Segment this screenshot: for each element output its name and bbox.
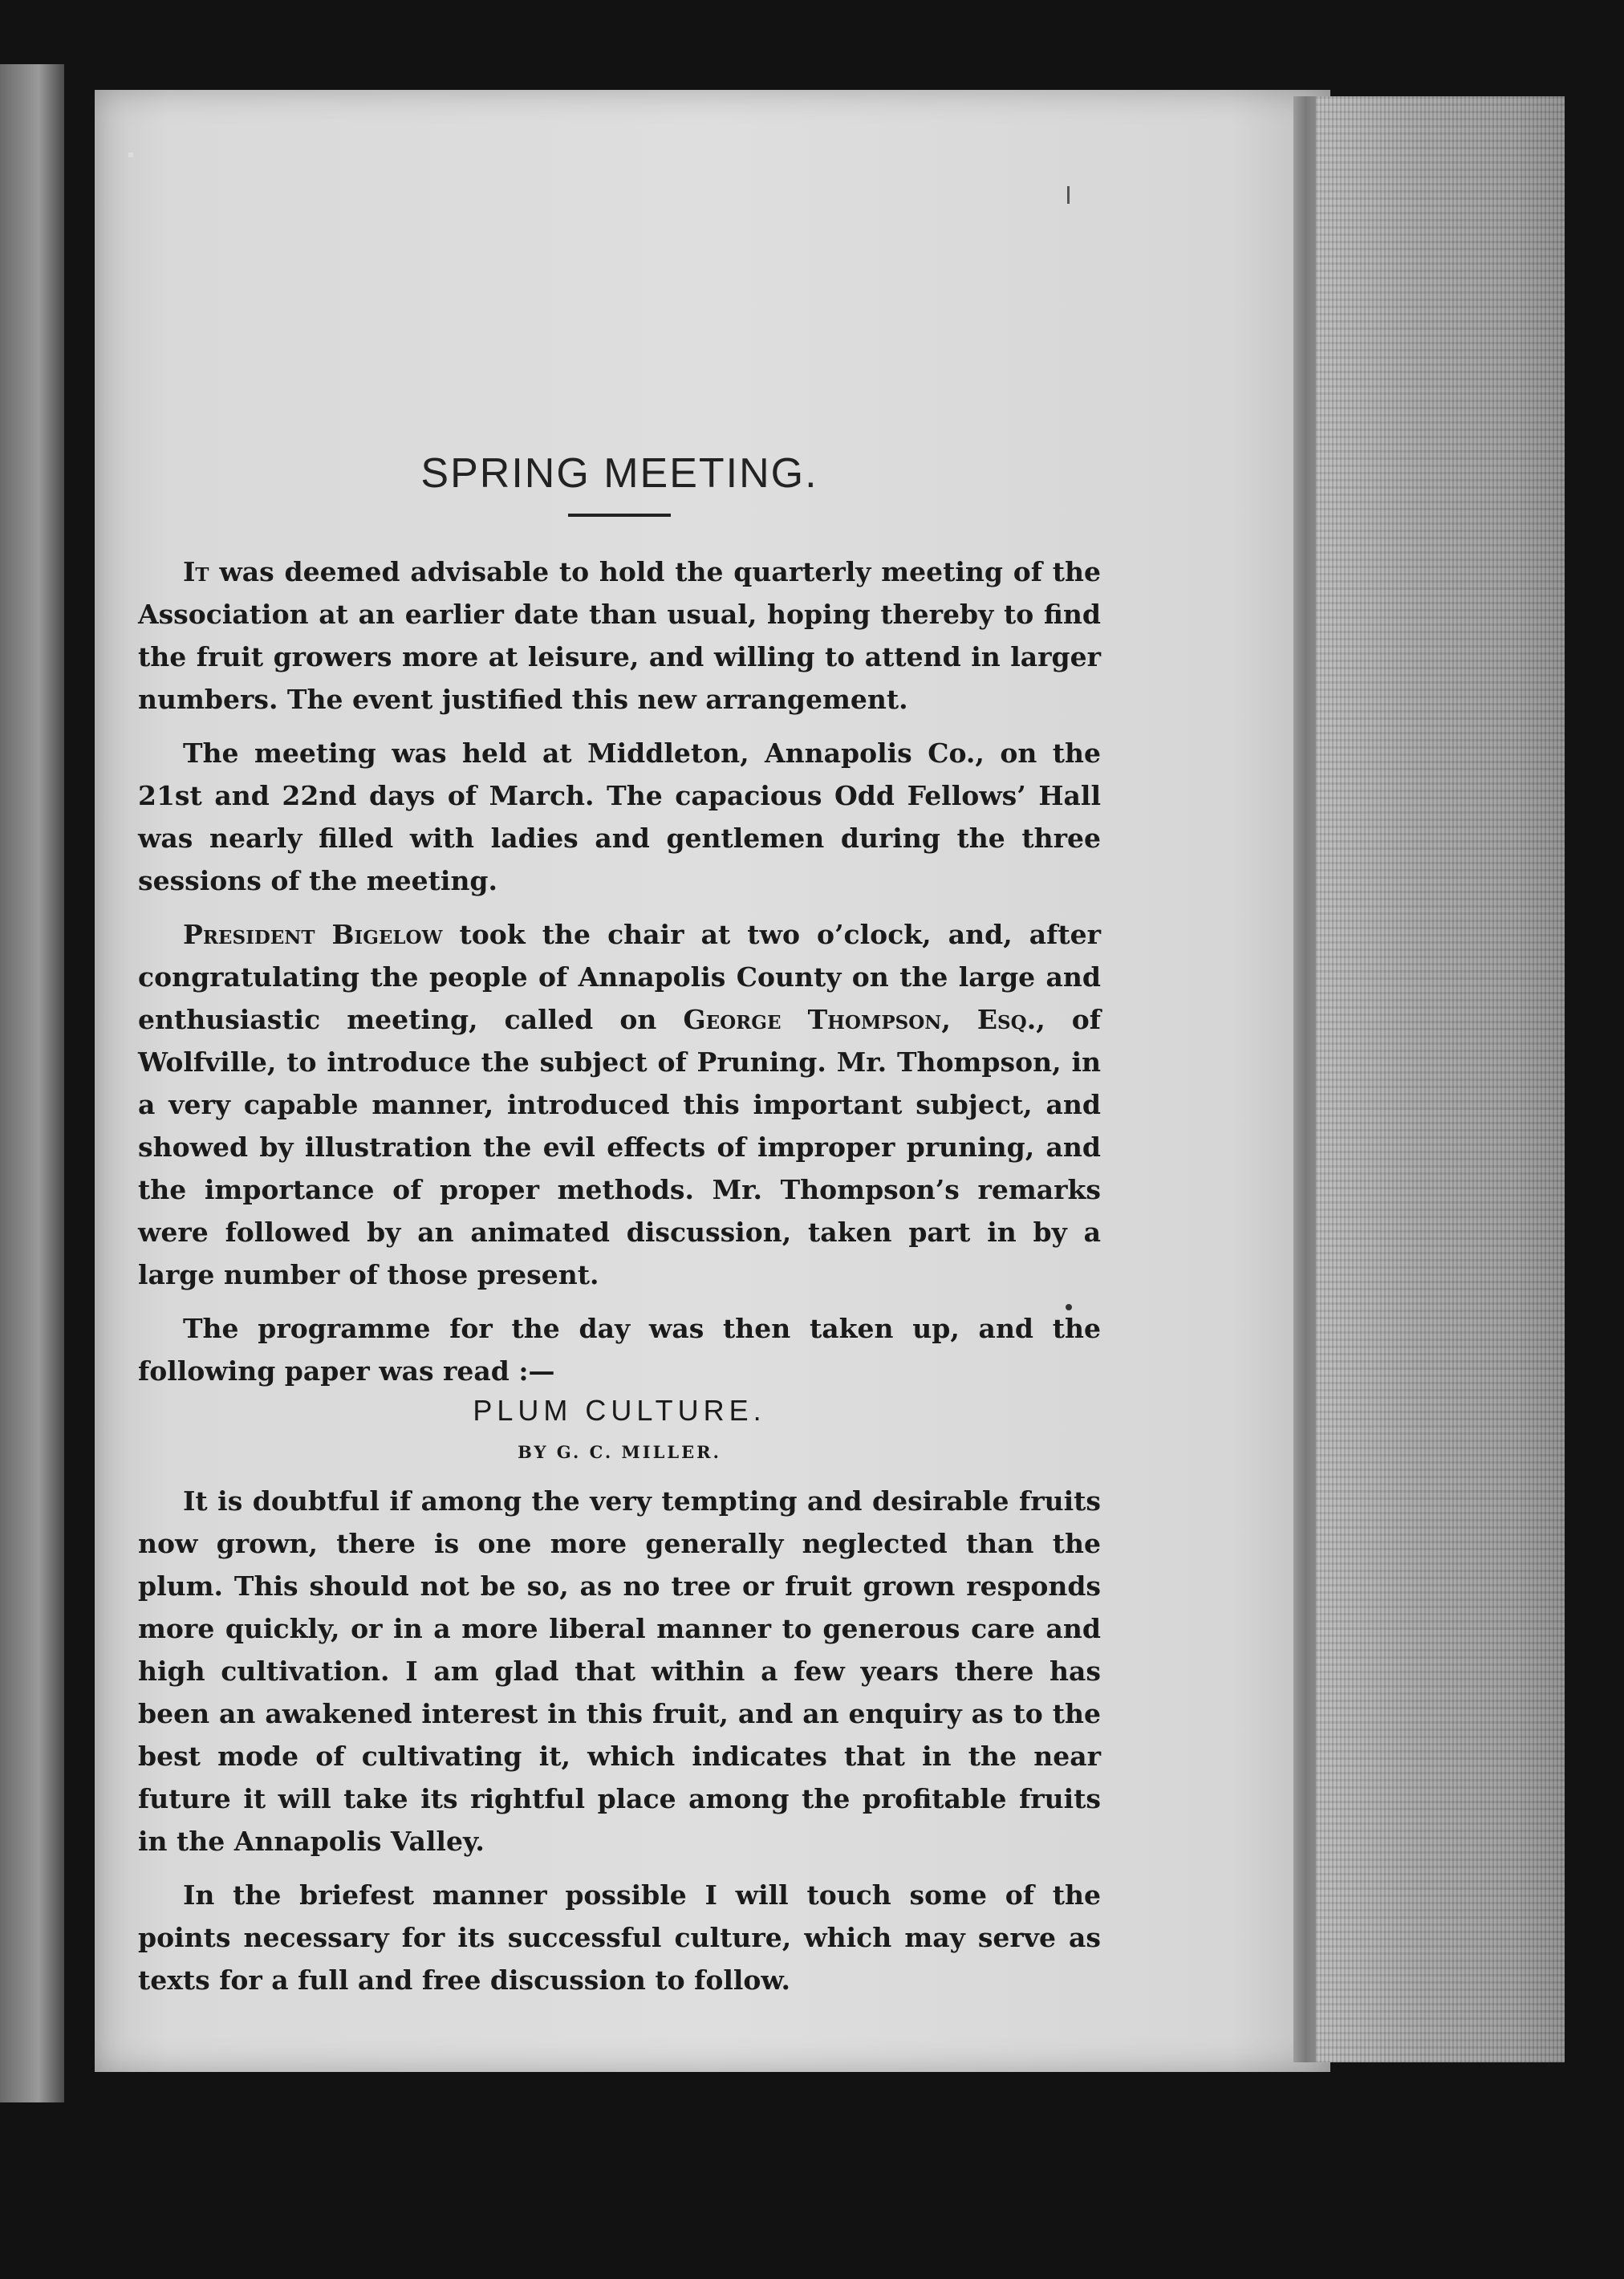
- previous-page-edge: [0, 64, 64, 2102]
- paragraph-4: [138, 1307, 1101, 1392]
- page-text: [138, 449, 1101, 2013]
- paragraph-text: was deemed advisable to hold the quarterly meeting of the Association at an earlier date than usual, hoping thereby to find the fruit growers more at leisure, and willing to attend in larger numbers. The event justified this new arrangement.: [138, 556, 1101, 715]
- paragraph-3: [138, 913, 1101, 1296]
- paragraph-text: The meeting was held at Middleton, Annapolis Co., on the 21st and 22nd days of March. The capacious Odd Fellows’ Hall was nearly filled with ladies and gentlemen during the three sessions of the meeting.: [138, 737, 1101, 896]
- dust-speck: [128, 152, 133, 157]
- paragraph-text: took the chair at two o’clock, and, after congratulating the people of Annapolis County on the large and enthusiastic meeting, called on: [138, 919, 1101, 1035]
- paragraph-2: [138, 732, 1101, 902]
- page-gutter: [1293, 96, 1317, 2062]
- paper-paragraph-1: It is doubtful if among the very tempting and desirable fruits now grown, there is one more generally neglected than the plum. This should not be so, as no tree or fruit grown responds more quickly, or in a more liberal manner to generous care and high cultivation. I am glad that within a few years there has been an awakened interest in this fruit, and an enquiry as to the best mode of cultivating it, which indicates that in the near future it will take its rightful place among the profitable fruits in the Annapolis Valley.: [138, 1485, 1101, 1857]
- paper-title: PLUM CULTURE.: [473, 1394, 766, 1427]
- book-page-block-edge: [1316, 96, 1565, 2062]
- paragraph-text: , of Wolfville, to introduce the subject of Pruning. Mr. Thompson, in a very capable manner, introduced this important subject, and showed by illustration the evil effects of improper pruning, and the importance of proper methods. Mr. Thompson’s remarks were followed by an animated discussion, taken part in by a large number of those present.: [138, 1004, 1101, 1290]
- speaker-name: George Thompson, Esq.: [683, 1004, 1037, 1035]
- paragraph-1: [138, 550, 1101, 721]
- dust-speck: [1067, 186, 1070, 204]
- title-rule: [568, 514, 671, 517]
- paper-paragraph-2: In the briefest manner possible I will touch some of the points necessary for its successful culture, which may serve as texts for a full and free discussion to follow.: [138, 1879, 1101, 1996]
- paragraph-text: The programme for the day was then taken up, and the following paper was read :—: [138, 1313, 1101, 1387]
- paper-byline: BY G. C. MILLER.: [518, 1442, 721, 1462]
- paragraph-lead: It: [183, 556, 209, 587]
- president-name: President Bigelow: [183, 919, 443, 950]
- page-title: SPRING MEETING.: [420, 450, 818, 497]
